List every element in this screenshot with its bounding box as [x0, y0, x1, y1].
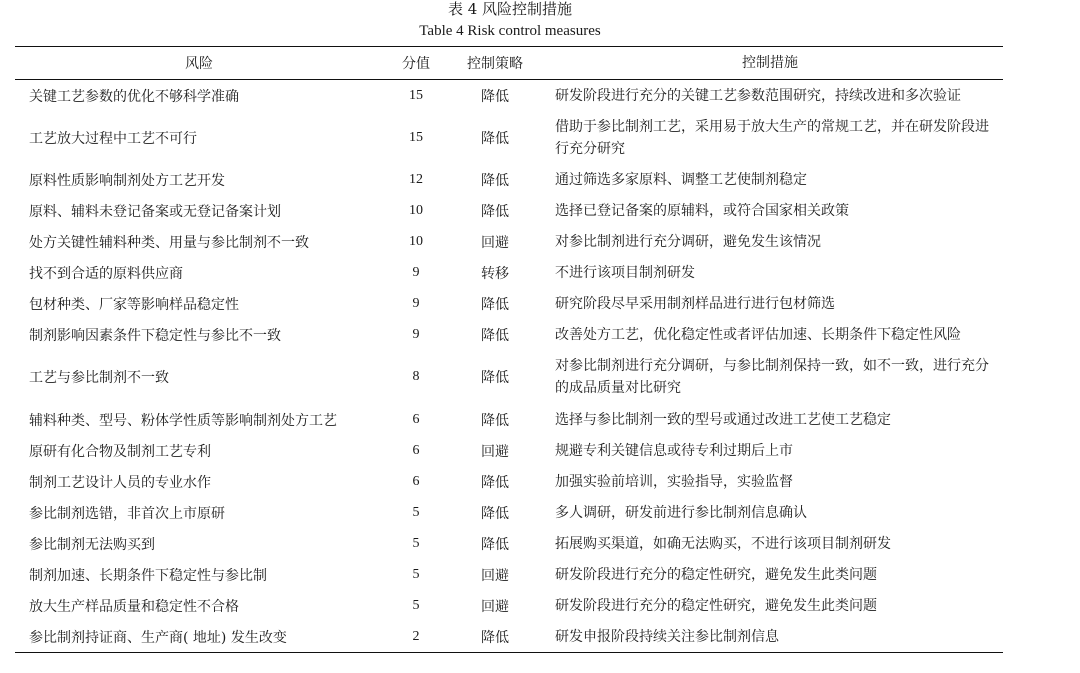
measure-cell: 改善处方工艺，优化稳定性或者评估加速、长期条件下稳定性风险 [555, 326, 961, 343]
measure-cell: 多人调研，研发前进行参比制剂信息确认 [555, 504, 807, 521]
risk-cell: 原料性质影响制剂处方工艺开发 [29, 172, 225, 189]
score-cell: 5 [412, 535, 420, 551]
measure-cell: 对参比制剂进行充分调研，与参比制剂保持一致，如不一致，进行充分的成品质量对比研究 [555, 358, 989, 396]
measure-cell: 研发阶段进行充分的稳定性研究，避免发生此类问题 [555, 566, 877, 583]
table-row [15, 435, 1003, 466]
strategy-cell: 降低 [481, 412, 509, 429]
table-row [15, 528, 1003, 559]
table-row [15, 590, 1003, 621]
risk-cell: 原料、辅料未登记备案或无登记备案计划 [29, 203, 281, 220]
score-cell: 10 [409, 202, 423, 218]
measure-cell: 通过筛选多家原料、调整工艺使制剂稳定 [555, 171, 807, 188]
risk-cell: 制剂影响因素条件下稳定性与参比不一致 [29, 327, 281, 344]
table-row [15, 195, 1003, 226]
measure-cell: 加强实验前培训，实验指导，实验监督 [555, 473, 793, 490]
risk-cell: 关键工艺参数的优化不够科学准确 [29, 89, 239, 105]
table-row [15, 80, 1003, 112]
risk-cell: 找不到合适的原料供应商 [29, 265, 183, 282]
risk-cell: 包材种类、厂家等影响样品稳定性 [29, 296, 239, 313]
header-score: 分值 [402, 56, 430, 72]
table-row [15, 559, 1003, 590]
score-cell: 9 [412, 264, 420, 280]
score-cell: 9 [412, 326, 420, 342]
score-cell: 15 [409, 88, 423, 103]
header-risk: 风险 [185, 56, 213, 72]
table-row [15, 319, 1003, 350]
risk-cell: 工艺放大过程中工艺不可行 [29, 131, 197, 147]
strategy-cell: 回避 [481, 443, 509, 460]
risk-cell: 原研有化合物及制剂工艺专利 [29, 443, 211, 460]
measure-cell: 借助于参比制剂工艺，采用易于放大生产的常规工艺，并在研发阶段进行充分研究 [555, 119, 989, 157]
table-row [15, 226, 1003, 257]
table-header-row [15, 47, 1003, 79]
header-measures: 控制措施 [742, 55, 798, 71]
table-row [15, 350, 1003, 404]
table-row [15, 404, 1003, 435]
score-cell: 5 [412, 597, 420, 613]
strategy-cell: 降低 [481, 629, 509, 646]
strategy-cell: 降低 [481, 203, 509, 220]
score-cell: 6 [412, 442, 420, 458]
risk-cell: 制剂加速、长期条件下稳定性与参比制 [29, 567, 267, 584]
score-cell: 5 [412, 504, 420, 520]
risk-cell: 放大生产样品质量和稳定性不合格 [29, 598, 239, 615]
header-strategy: 控制策略 [467, 56, 523, 72]
table-row [15, 112, 1003, 164]
strategy-cell: 降低 [481, 327, 509, 344]
measure-cell: 研发阶段进行充分的稳定性研究，避免发生此类问题 [555, 597, 877, 614]
score-cell: 6 [412, 473, 420, 489]
strategy-cell: 降低 [481, 296, 509, 313]
table-caption-english: Table 4 Risk control measures [419, 23, 601, 39]
strategy-cell: 回避 [481, 567, 509, 584]
measure-cell: 选择与参比制剂一致的型号或通过改进工艺使工艺稳定 [555, 411, 891, 428]
table-row [15, 257, 1003, 288]
table-row [15, 466, 1003, 497]
risk-control-table [15, 46, 1003, 653]
measure-cell: 拓展购买渠道，如确无法购买，不进行该项目制剂研发 [555, 535, 891, 552]
table-bottom-rule [15, 652, 1003, 653]
risk-cell: 制剂工艺设计人员的专业水作 [29, 474, 211, 491]
risk-cell: 参比制剂持证商、生产商( 地址) 发生改变 [29, 629, 287, 646]
strategy-cell: 降低 [481, 536, 509, 553]
measure-cell: 研发申报阶段持续关注参比制剂信息 [555, 628, 779, 645]
strategy-cell: 降低 [481, 474, 509, 491]
score-cell: 12 [409, 171, 423, 187]
table-row [15, 621, 1003, 652]
score-cell: 10 [409, 233, 423, 249]
score-cell: 5 [412, 566, 420, 582]
strategy-cell: 转移 [481, 265, 509, 282]
strategy-cell: 降低 [481, 89, 509, 105]
table-row [15, 288, 1003, 319]
measure-cell: 规避专利关键信息或待专利过期后上市 [555, 442, 793, 459]
risk-cell: 处方关键性辅料种类、用量与参比制剂不一致 [29, 234, 309, 251]
measure-cell: 对参比制剂进行充分调研，避免发生该情况 [555, 233, 821, 250]
score-cell: 6 [412, 411, 420, 427]
table-caption-chinese: 表 4 风险控制措施 [447, 0, 573, 18]
score-cell: 15 [409, 130, 423, 145]
measure-cell: 研究阶段尽早采用制剂样品进行进行包材筛选 [555, 295, 835, 312]
table-row [15, 164, 1003, 195]
strategy-cell: 回避 [481, 234, 509, 251]
table-row [15, 497, 1003, 528]
strategy-cell: 降低 [481, 505, 509, 522]
measure-cell: 研发阶段进行充分的关键工艺参数范围研究，持续改进和多次验证 [555, 88, 961, 104]
risk-cell: 参比制剂无法购买到 [29, 536, 155, 553]
strategy-cell: 降低 [481, 370, 509, 386]
strategy-cell: 降低 [481, 172, 509, 189]
measure-cell: 不进行该项目制剂研发 [555, 264, 695, 281]
risk-cell: 辅料种类、型号、粉体学性质等影响制剂处方工艺 [29, 412, 337, 429]
score-cell: 9 [412, 295, 420, 311]
table-body [15, 80, 1003, 652]
risk-cell: 参比制剂选错，非首次上市原研 [29, 505, 225, 522]
strategy-cell: 降低 [481, 131, 509, 147]
risk-cell: 工艺与参比制剂不一致 [29, 370, 169, 386]
score-cell: 8 [412, 369, 420, 384]
score-cell: 2 [412, 628, 420, 644]
measure-cell: 选择已登记备案的原辅料，或符合国家相关政策 [555, 202, 849, 219]
strategy-cell: 回避 [481, 598, 509, 615]
